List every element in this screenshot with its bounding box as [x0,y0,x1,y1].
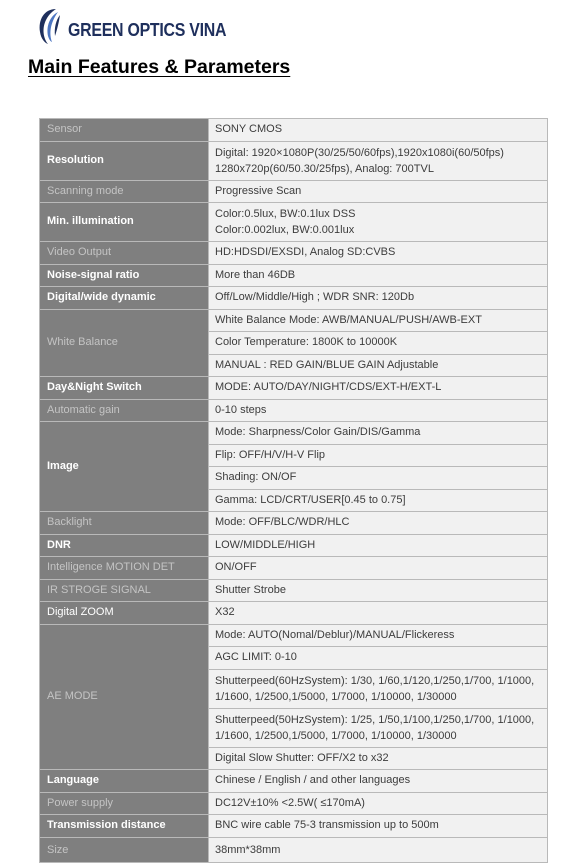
table-row [40,309,548,332]
row-value: 38mm*38mm [209,837,548,862]
row-label: Transmission distance [40,815,209,838]
row-value: Shutter Strobe [209,579,548,602]
row-value: SONY CMOS [209,119,548,142]
row-label: Language [40,770,209,793]
table-row [40,242,548,265]
row-value: AGC LIMIT: 0-10 [209,647,548,670]
table-row [40,837,548,862]
row-label: Digital ZOOM [40,602,209,625]
row-value: Flip: OFF/H/V/H-V Flip [209,444,548,467]
row-value: Chinese / English / and other languages [209,770,548,793]
row-value: Color:0.5lux, BW:0.1lux DSS Color:0.002lux, BW:0.001lux [209,203,548,242]
row-label: Size [40,837,209,862]
spec-table [39,118,548,863]
row-value: Shutterpeed(50HzSystem): 1/25, 1/50,1/100,1/250,1/700, 1/1000, 1/1600, 1/2500,1/5000, 1/7000, 1/10000, 1/30000 [209,708,548,747]
table-row [40,377,548,400]
row-value: Digital: 1920×1080P(30/25/50/60fps),1920x1080i(60/50fps) 1280x720p(60/50.30/25fps), Analog: 700TVL [209,141,548,180]
row-label: Day&Night Switch [40,377,209,400]
row-value: White Balance Mode: AWB/MANUAL/PUSH/AWB-EXT [209,309,548,332]
row-value: Progressive Scan [209,180,548,203]
row-label: Power supply [40,792,209,815]
table-row [40,119,548,142]
page-title: Main Features & Parameters [28,56,291,78]
row-value: HD:HDSDI/EXSDI, Analog SD:CVBS [209,242,548,265]
row-value: ON/OFF [209,557,548,580]
row-label: DNR [40,534,209,557]
brand-name: GREEN OPTICS VINA [68,19,227,40]
row-value: MODE: AUTO/DAY/NIGHT/CDS/EXT-H/EXT-L [209,377,548,400]
row-label: Video Output [40,242,209,265]
table-row [40,422,548,445]
table-row [40,399,548,422]
row-label: IR STROGE SIGNAL [40,579,209,602]
row-value: Mode: Sharpness/Color Gain/DIS/Gamma [209,422,548,445]
row-value: Digital Slow Shutter: OFF/X2 to x32 [209,747,548,770]
table-row [40,534,548,557]
row-value: Color Temperature: 1800K to 10000K [209,332,548,355]
table-row [40,579,548,602]
logo-emblem-icon [36,6,66,46]
row-value: Mode: OFF/BLC/WDR/HLC [209,512,548,535]
row-label: Intelligence MOTION DET [40,557,209,580]
row-value: BNC wire cable 75-3 transmission up to 500m [209,815,548,838]
table-row [40,512,548,535]
table-row [40,624,548,647]
row-label: Sensor [40,119,209,142]
table-row [40,141,548,180]
row-label: Min. illumination [40,203,209,242]
table-row [40,264,548,287]
table-row [40,792,548,815]
table-row [40,203,548,242]
table-row [40,815,548,838]
row-label: Image [40,422,209,512]
row-value: 0-10 steps [209,399,548,422]
row-value: More than 46DB [209,264,548,287]
table-row [40,287,548,310]
row-label: AE MODE [40,624,209,770]
table-row [40,770,548,793]
row-label: Noise-signal ratio [40,264,209,287]
row-value: LOW/MIDDLE/HIGH [209,534,548,557]
table-row [40,180,548,203]
row-value: DC12V±10% <2.5W( ≤170mA) [209,792,548,815]
row-label: Resolution [40,141,209,180]
row-value: Off/Low/Middle/High ; WDR SNR: 120Db [209,287,548,310]
row-label: White Balance [40,309,209,377]
row-value: X32 [209,602,548,625]
row-value: Shading: ON/OF [209,467,548,490]
brand-logo [36,6,252,46]
row-label: Automatic gain [40,399,209,422]
table-row [40,557,548,580]
row-label: Backlight [40,512,209,535]
table-row [40,602,548,625]
row-value: Mode: AUTO(Nomal/Deblur)/MANUAL/Flickeress [209,624,548,647]
row-label: Digital/wide dynamic [40,287,209,310]
row-value: Shutterpeed(60HzSystem): 1/30, 1/60,1/120,1/250,1/700, 1/1000, 1/1600, 1/2500,1/5000, 1/7000, 1/10000, 1/30000 [209,669,548,708]
row-value: MANUAL : RED GAIN/BLUE GAIN Adjustable [209,354,548,377]
row-label: Scanning mode [40,180,209,203]
row-value: Gamma: LCD/CRT/USER[0.45 to 0.75] [209,489,548,512]
